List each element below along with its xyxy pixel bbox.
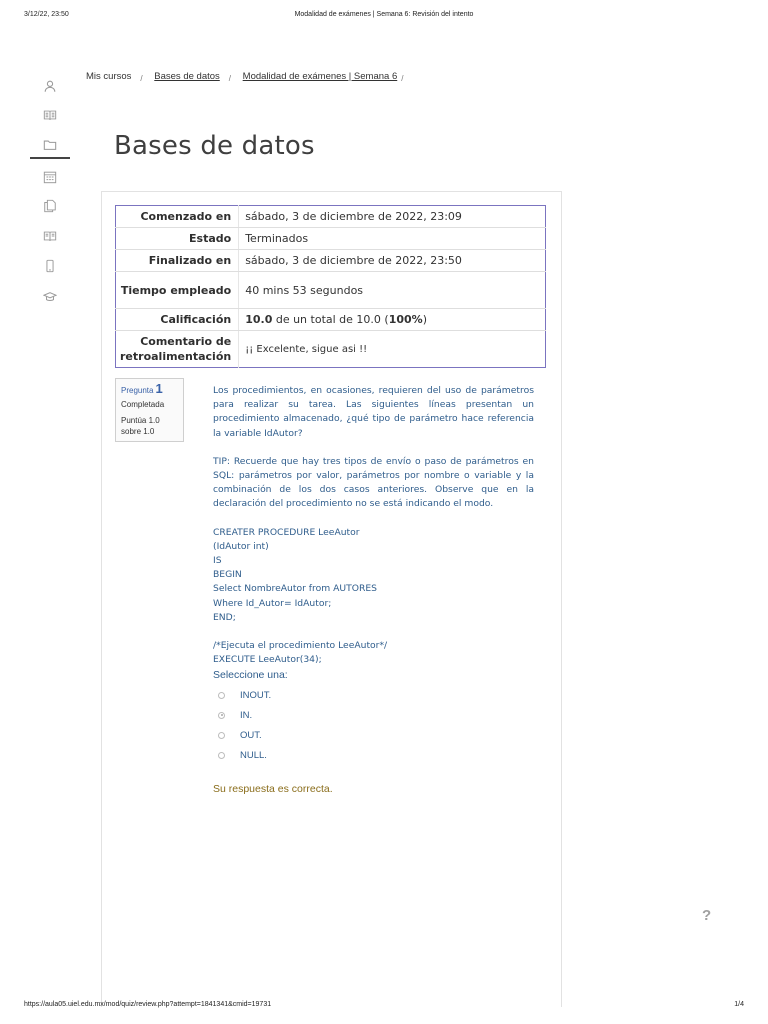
nav-library[interactable] — [30, 225, 70, 247]
attempt-summary-table — [115, 205, 546, 368]
help-button[interactable]: ? — [702, 907, 712, 924]
summary-label: Estado — [116, 228, 239, 250]
option-label: NULL. — [240, 749, 267, 761]
folder-icon — [43, 138, 57, 152]
answer-feedback: Su respuesta es correcta. — [213, 783, 333, 795]
question-number: 1 — [155, 381, 163, 396]
summary-row — [116, 206, 546, 228]
question-text — [213, 384, 534, 668]
question-score: Puntúa 1.0 sobre 1.0 — [121, 416, 160, 436]
page-title: Bases de datos — [114, 131, 315, 161]
grade-value: 10.0 — [245, 313, 273, 326]
select-one-label: Seleccione una: — [213, 669, 288, 681]
question-label: Pregunta — [121, 386, 154, 395]
breadcrumb — [86, 71, 412, 82]
answer-options — [218, 685, 271, 765]
summary-value: 40 mins 53 segundos — [239, 272, 546, 309]
code-line: CREATER PROCEDURE LeeAutor — [213, 526, 360, 538]
option-label: IN. — [240, 709, 253, 721]
summary-value: Terminados — [239, 228, 546, 250]
graduation-cap-icon — [43, 290, 57, 304]
print-header — [0, 11, 768, 21]
code-line: BEGIN — [213, 569, 242, 581]
summary-value: ¡¡ Excelente, sigue asi !! — [239, 331, 546, 368]
breadcrumb-separator: / — [401, 74, 404, 83]
question-info — [115, 378, 184, 442]
print-datetime: 3/12/22, 23:50 — [24, 11, 69, 18]
nav-content-bank[interactable] — [30, 195, 70, 217]
radio-button[interactable] — [218, 732, 225, 739]
copy-icon — [43, 199, 57, 213]
grade-close: ) — [422, 313, 427, 326]
nav-mobile[interactable] — [30, 255, 70, 277]
book-open-icon — [43, 229, 57, 243]
question-tip: TIP: Recuerde que hay tres tipos de envío o paso de parámetros en SQL: parámetros por valor, parámetros por nombre o variable y la combinación de los dos casos anteriores. Observe que en la declaración del procedimiento no se está indicando el modo. — [213, 455, 534, 510]
print-title: Modalidad de exámenes | Semana 6: Revisión del intento — [294, 11, 474, 18]
option-label: OUT. — [240, 729, 262, 741]
summary-row — [116, 272, 546, 309]
print-page-number: 1/4 — [734, 1001, 744, 1008]
book-icon — [43, 108, 57, 122]
user-icon — [43, 79, 57, 93]
code-line: Select NombreAutor from AUTORES — [213, 583, 377, 595]
summary-value — [239, 309, 546, 331]
summary-value: sábado, 3 de diciembre de 2022, 23:09 — [239, 206, 546, 228]
summary-label: Tiempo empleado — [116, 272, 239, 309]
answer-option-inout[interactable] — [218, 685, 271, 705]
summary-row — [116, 331, 546, 368]
breadcrumb-separator: / — [228, 74, 232, 83]
option-label: INOUT. — [240, 689, 272, 701]
code-line: (IdAutor int) — [213, 540, 269, 552]
breadcrumb-separator: / — [140, 74, 143, 83]
radio-button[interactable] — [218, 692, 225, 699]
print-url: https://aula05.uiel.edu.mx/mod/quiz/review.php?attempt=1841341&cmid=19731 — [24, 1001, 272, 1008]
nav-courses[interactable] — [30, 286, 70, 308]
summary-row — [116, 309, 546, 331]
summary-label: Comentario de retroalimentación — [120, 335, 232, 363]
code-line: Where Id_Autor= IdAutor; — [213, 597, 332, 609]
summary-row — [116, 228, 546, 250]
radio-button[interactable] — [218, 752, 225, 759]
answer-option-out[interactable] — [218, 725, 271, 745]
mobile-icon — [43, 259, 57, 273]
summary-label: Finalizado en — [116, 250, 239, 272]
grade-total: de un total de 10.0 ( — [272, 313, 389, 326]
nav-participants[interactable] — [30, 75, 70, 97]
calendar-icon — [43, 170, 57, 184]
question-paragraph: Los procedimientos, en ocasiones, requieren del uso de parámetros para realizar su tarea. Las siguientes líneas presentan un procedimiento almacenado, ¿qué tipo de parámetro hace referencia la variable IdAutor? — [213, 385, 534, 439]
grade-percent: 100% — [388, 313, 423, 326]
nav-grades[interactable] — [30, 104, 70, 126]
breadcrumb-bases-de-datos[interactable]: Bases de datos — [154, 71, 220, 82]
nav-files[interactable] — [30, 133, 70, 159]
radio-button-checked[interactable] — [218, 712, 225, 719]
breadcrumb-modalidad-examenes[interactable]: Modalidad de exámenes | Semana 6 — [242, 71, 398, 82]
summary-value: sábado, 3 de diciembre de 2022, 23:50 — [239, 250, 546, 272]
print-footer — [0, 1001, 768, 1011]
code-line — [213, 625, 534, 639]
code-block — [213, 526, 534, 668]
breadcrumb-mis-cursos[interactable]: Mis cursos — [86, 71, 132, 82]
code-line: /*Ejecuta el procedimiento LeeAutor*/ — [213, 640, 388, 652]
summary-label: Comenzado en — [116, 206, 239, 228]
code-line: EXECUTE LeeAutor(34); — [213, 654, 322, 666]
code-line: IS — [213, 555, 222, 566]
summary-label: Calificación — [116, 309, 239, 331]
code-line: END; — [213, 611, 236, 623]
answer-option-in[interactable] — [218, 705, 271, 725]
answer-option-null[interactable] — [218, 745, 271, 765]
summary-row — [116, 250, 546, 272]
question-state: Completada — [121, 400, 165, 409]
nav-calendar[interactable] — [30, 166, 70, 188]
